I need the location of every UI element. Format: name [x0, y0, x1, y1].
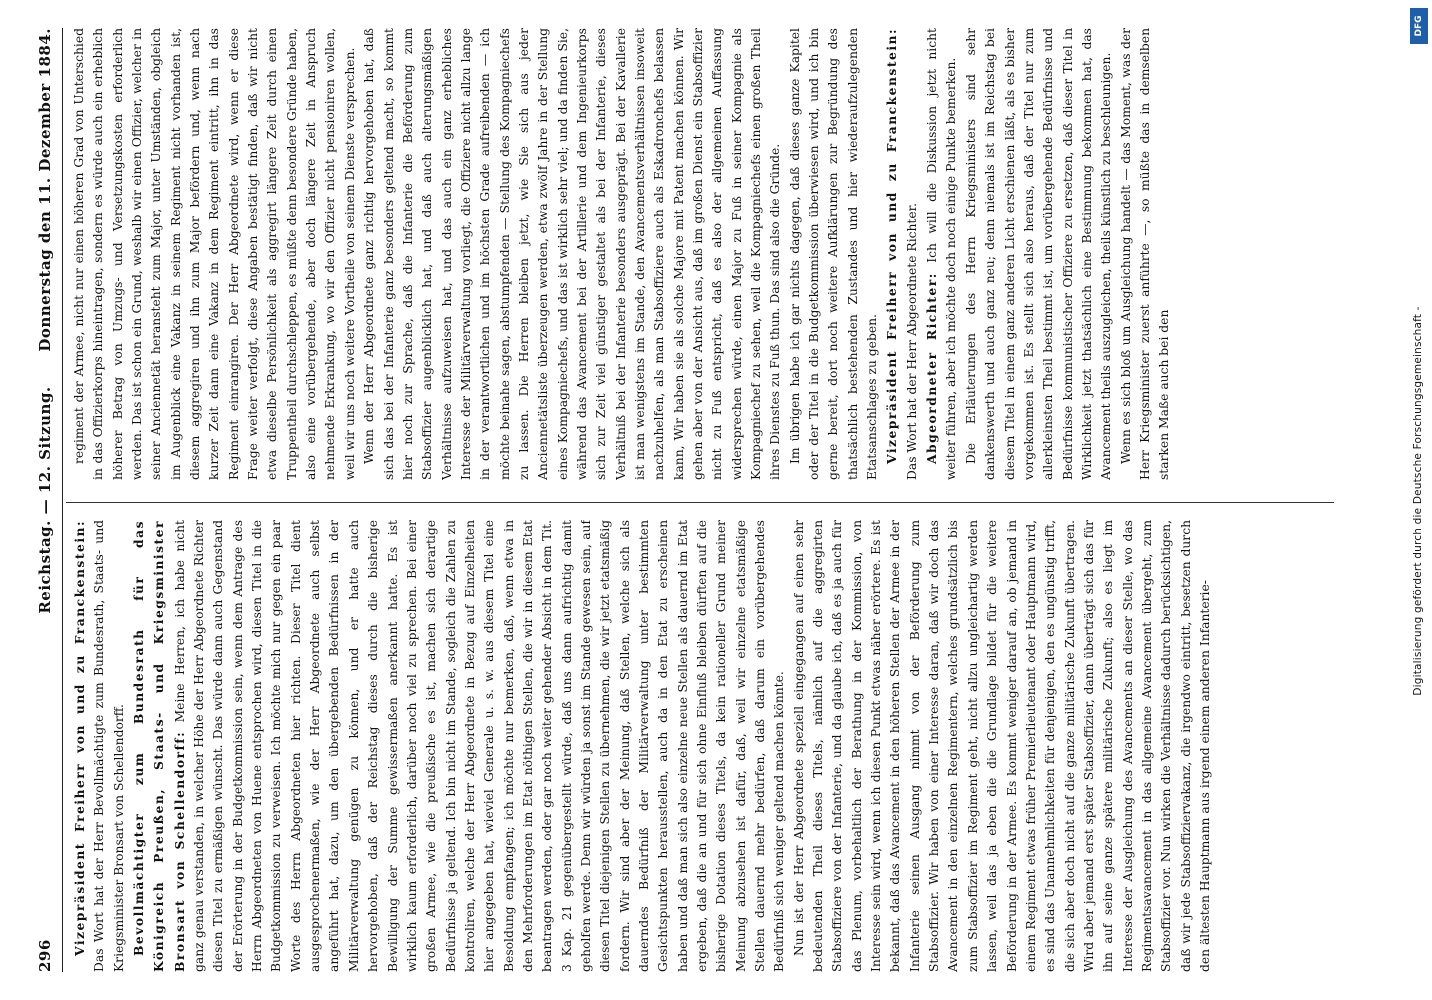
paragraph-text: regiment der Armee, nicht nur einen höheren Grad von Unterschied in das Offizierkorps hineintragen, sondern es würde auch ein erheblich höherer Betrag von Umzugs- und Versetzungskosten erforderlich werden. Das ist schon ein Grund, weshalb wir einen Offizier, welcher in seiner Anciennetät heransteht zum Major, unter Umständen, obgleich im Augenblick eine Vakanz in seinem Regiment nicht vorhanden ist, diesem aggregiren und ihn zum Major befördern und, wenn nach kurzer Zeit dann eine Vakanz in dem Regiment eintritt, ihn in das Regiment einrangiren. Der Herr Abgeordnete wird, wenn er diese Frage weiter verfolgt, diese Angaben bestätigt finden, daß wir nicht etwa dieselbe Persönlichkeit als aggregirt längere Zeit durch einen Truppentheil durchschleppen, es müßte denn besondere Gründe haben, also eine vorübergehende, aber doch längere Zeit in Anspruch nehmende Erkrankung, wo wir den Offizier nicht pensioniren wollen, weil wir uns noch weitere Vortheile von seinem Dienste versprechen. — [72, 28, 357, 480]
paragraph-text: Die Erläuterungen des Herrn Kriegsministers sind sehr dankenswerth und auch ganz neu; denn niemals ist im Reichstag bei diesem Titel in einem ganz anderen Licht erschienen läßt, als es bisher vorgekommen ist. Es stellt sich also heraus, daß der Titel nur zum allerkleinsten Theil bestimmt ist, um vorübergehende Bedürfnisse und Bedürfnisse kommunistischer Offiziere zu ersetzen, daß dieser Titel in Wirklichkeit jetzt thatsächlich eine Bestimmung bekommen hat, das Avancement theils auszugleichen, theils künstlich zu beschleunigen. — [963, 28, 1114, 480]
header-rule — [62, 28, 63, 972]
speaker-name: Abgeordneter Richter: — [924, 272, 940, 464]
paragraph — [70, 28, 360, 480]
paragraph-text: Wenn der Herr Abgeordnete ganz richtig hervorgehoben hat, daß sich das bei der Infanterie ganz besonders geltend macht, so kommt hier noch zur Sprache, daß die Infanterie die Beförderung zum Stabsoffizier augenblicklich hat, und daß auch alterungsmäßigen Verhältnisse aufzuweisen hat, und das auch ein ganz erhebliches Interesse der Militärverwaltung vorliegt, die Offiziere nicht allzu lange in der verantwortlichen und im höchsten Grade aufreibenden — ich möchte beinahe sagen, abstumpfenden — Stellung des Kompagniechefs zu lassen. Die Herren bleiben jetzt, wie Sie sich aus jeder Anciennetätsliste überzeugen werden, etwa zwölf Jahre in der Stellung eines Kompagniechefs, und das ist wirklich sehr viel; und da finden Sie, während das Avancement bei der Artillerie und dem Ingenieurkorps sich zur Zeit viel günstiger gestaltet als bei der Infanterie, dieses Verhältniß bei der Infanterie besonders ausgeprägt. Bei der Kavallerie ist man wenigstens im Stande, den Avancementsverhältnissen insoweit nachzuhelfen, als man Stabsoffiziere auch als Eskadronchefs belassen kann, Wir haben sie als solche Majore mit Patent machen können. Wir gehen aber von der Ansicht aus, daß im großen Dienst ein Stabsoffizier nicht zu Fuß entspricht, daß es also der allgemeinen Auffassung widersprechen würde, einen Major zu Fuß in seiner Kompagnie als Kompagniechef zu sehen, weil die Kompagniechefs einen großen Theil ihres Dienstes zu Fuß thun. Das sind also die Gründe. — [362, 28, 783, 480]
speaker-name: Vizepräsident Freiherr von und zu Franckenstein: — [72, 520, 87, 956]
paragraph — [786, 28, 883, 480]
paragraph — [129, 520, 790, 972]
paragraph-text: Das Wort hat der Herr Bevollmächtigte zum Bundesrath, Staats- und Kriegsminister Bronsart von Schellendorff. — [92, 520, 126, 972]
paragraph — [962, 28, 1117, 480]
page-header — [36, 28, 58, 972]
paragraph — [1117, 28, 1175, 480]
paragraph-text: Meine Herren, ich habe nicht ganz genau verstanden, in welcher Höhe der Herr Abgeordnete Richter diesen Titel zu ermäßigen wünscht. Das würde dann auch Gegenstand der Erörterung in der Budgetkommission sein, wenn dem Antrage des Herrn Abgeordneten von Huene entsprochen wird, diesen Titel in die Budgetkommission zu verweisen. Ich möchte mich nur gegen ein paar Worte des Herrn Abgeordneten hier richten. Dieser Titel dient ausgesprochenermaßen, wie der Herr Abgeordnete auch selbst angeführt hat, dazu, um den übergebenden Bedürfnissen in der Militärverwaltung genügen zu können, und er hatte auch hervorgehoben, daß der Reichstag dieses durch die bisherige Bewilligung der Summe gewissermaßen anerkannt hatte. Es ist wirklich kaum erforderlich, darüber noch viel zu sprechen. Bei einer großen Armee, wie die preußische es ist, machen sich derartige Bedürfnisse ja geltend. Ich bin nicht im Stande, sogleich die Zahlen zu kontroliren, welche der Herr Abgeordnete in Bezug auf Einzelheiten hier angegeben hat, wieviel Generale u. s. w. aus diesem Titel eine Besoldung empfangen; ich möchte nur bemerken, daß, wenn etwa in den Mehrforderungen im Etat nöthigen Stellen, die wir in diesem Etat beantragen werden, oder gar noch weiter gehender Absicht in dem Tit. 3 Kap. 21 gegenübergestellt würde, daß uns dann aufrichtig damit geholfen werde. Denn wir würden ja sonst im Stande gewesen sein, auf diesen Titel diejenigen Stellen zu übernehmen, die wir jetzt etatsmäßig fordern. Wir sind aber der Meinung, daß Stellen, welche sich als dauerndes Bedürfniß der Militärverwaltung unter bestimmten Gesichtspunkten herausstellen, auch da in den Etat zu erscheinen haben und daß man sich also einzelne neue Stellen als dauernd im Etat ergeben, daß die an und für sich ohne Einfluß bleiben dürften auf die bisherige Dotation dieses Titels, da kein rationeller Grund meiner Meinung abzusehen ist dafür, daß, weil wir einzelne etatsmäßige Stellen dauernd mehr bedürfen, daß darum ein vorübergehendes Bedürfniß sich weniger geltend machen könnte. — [172, 520, 787, 972]
paragraph-text: Wenn es sich bloß um Ausgleichung handelt — das Moment, was der Herr Kriegsminister zuerst anführte —, so müßte das in demselben starken Maße auch bei den — [1118, 28, 1172, 480]
watermark-text: Digitalisierung gefördert durch die Deutsche Forschungsgemeinschaft - — [1412, 306, 1424, 696]
paragraph-text: Im übrigen habe ich gar nichts dagegen, daß dieses ganze Kapitel oder der Titel in die Budgetkommission überwiesen wird, und ich bin gerne bereit, dort noch weitere Aufklärungen zur Begründung des thatsächlich bestehenden Zustandes und hier wiederaufzulegenden Etatsanschlages zu geben. — [787, 28, 880, 480]
paragraph-text: Nun ist der Herr Abgeordnete speziell eingegangen auf einen sehr bedeutenden Theil dieses Titels, nämlich auf die aggregirten Stabsoffiziere von der Infanterie, und da glaube ich, daß es ja auch für das Plenum, vorbehaltlich der Berathung in der Kommission, von Interesse sein wird, wenn ich diesen Punkt etwas näher erörtere. Es ist bekannt, daß das Avancement in den höheren Stellen der Armee in der Infanterie seinen Ausgang nimmt von der Beförderung zum Stabsoffizier. Wir haben von einer Interesse daran, daß wir doch das Avancement in den einzelnen Regimentern, welches grundsätzlich bis zum Stabsoffizier im Regiment geht, nicht allzu ungleichartig werden lassen, weil das ja eben die die Grundlage bildet für die weitere Beförderung in der Armee. Es kommt weniger darauf an, ob jemand in einem Regiment etwas früher Premierlieutenant oder Hauptmann wird, es sind das Unannehmlichkeiten für denjenigen, den es ungünstig trifft, die sich aber doch nicht auf die ganze militärische Zukunft übertragen. Wird aber jemand erst später Stabsoffizier, dann überträgt sich das für ihn auf seine ganze spätere militärische Zukunft; also es liegt im Interesse der Ausgleichung des Avancements an dieser Stelle, wo das Regimentsavancement in das allgemeine Avancement übergeht, zum Stabsoffizier vor. Nun wirken die Verhältnisse dadurch berücksichtigen, daß wir jede Stabsoffiziervakanz, die irgendwo eintritt, besetzen durch den ältesten Hauptmann aus irgend einem anderen Infanterie- — [791, 520, 1212, 972]
paragraph-text: Das Wort hat der Herr Abgeordnete Richter. — [904, 202, 919, 480]
paragraph — [790, 520, 1216, 972]
digitization-watermark — [1408, 6, 1428, 996]
paragraph — [922, 28, 962, 480]
page-number: 296 — [36, 939, 54, 972]
right-column — [70, 28, 1330, 480]
dfg-logo-text: DFG — [1414, 15, 1424, 37]
paragraph — [70, 520, 129, 972]
paragraph — [882, 28, 922, 480]
dfg-logo — [1410, 8, 1428, 44]
speaker-name: Vizepräsident Freiherr von und zu Franckenstein: — [884, 28, 900, 464]
session-title: Reichstag. — 12. Sitzung. — [36, 386, 54, 614]
left-column — [70, 520, 1330, 972]
paragraph — [360, 28, 786, 480]
session-date: Donnerstag den 11. Dezember 1884. — [36, 28, 54, 352]
column-divider — [66, 502, 1334, 503]
speaker-name: Bevollmächtigter zum Bundesrath für das Königreich Preußen, Staats- und Kriegsminister Bronsart von Schellendorff: — [131, 520, 187, 972]
paragraph-text: Ich will die Diskussion jetzt nicht weiter führen, aber ich möchte doch noch einige Punkte bemerken. — [925, 28, 959, 480]
